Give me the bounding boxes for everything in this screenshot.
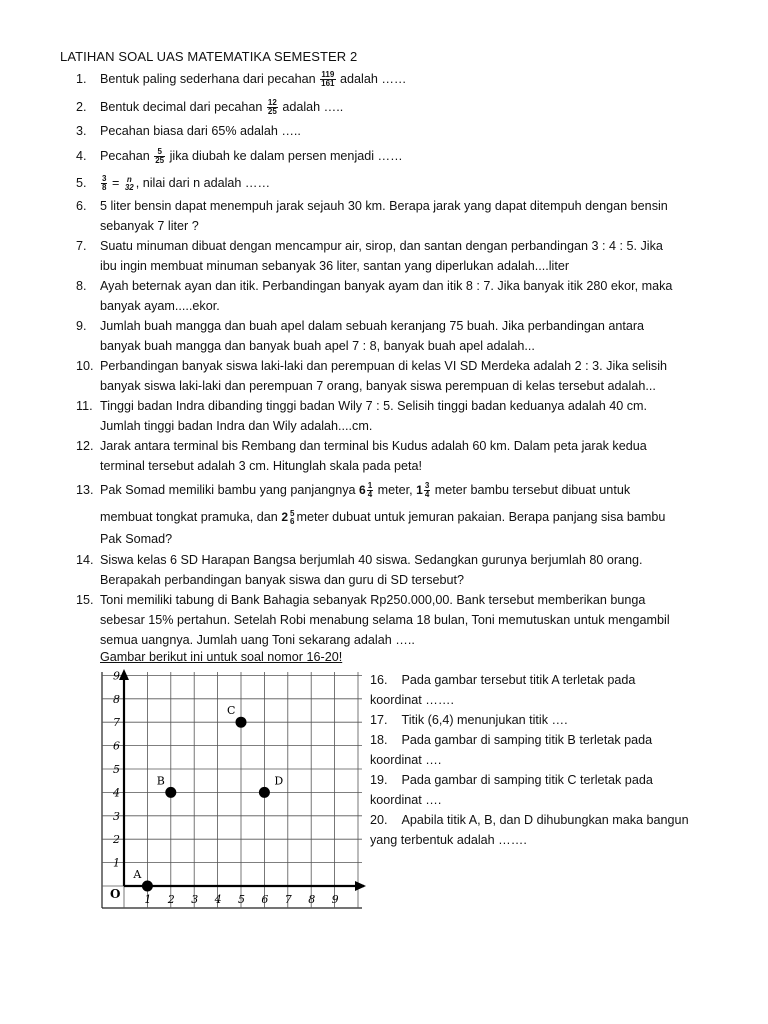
question-text: Pada gambar tersebut titik A terletak pada bbox=[401, 673, 636, 687]
question-text: Pada gambar di samping titik C terletak pada bbox=[401, 773, 653, 787]
question-text: Perbandingan banyak siswa laki-laki dan perempuan di kelas VI SD Merdeka adalah 2 : 3. Jika selisih bbox=[100, 359, 668, 373]
x-tick-label: 2 bbox=[167, 893, 175, 906]
question-text: semua uangnya. Jumlah uang Toni sekarang adalah ….. bbox=[100, 633, 415, 647]
origin-label: O bbox=[110, 887, 121, 901]
question-text: Pecahan bbox=[100, 149, 154, 163]
question-number: 19. bbox=[370, 773, 388, 787]
fraction: $\frac{5}{25}$ bbox=[155, 147, 165, 166]
question-text: banyak siswa laki-laki dan perempuan 7 orang, banyak siswa perempuan di kelas tersebut adalah... bbox=[100, 379, 656, 393]
question-number: 14. bbox=[76, 553, 94, 567]
question-text: terminal tersebut adalah 3 cm. Hitunglah skala pada peta! bbox=[100, 459, 423, 473]
question-text: sebesar 15% pertahun. Setelah Robi menabung selama 18 bulan, Toni memutuskan untuk mengambil bbox=[100, 613, 670, 627]
x-tick-label: 9 bbox=[331, 893, 339, 906]
y-tick-label: 6 bbox=[113, 739, 120, 753]
question-number: 11. bbox=[76, 399, 93, 413]
question-number: 16. bbox=[370, 673, 388, 687]
question-text: jika diubah ke dalam persen menjadi …… bbox=[166, 149, 403, 163]
question-text: adalah …… bbox=[336, 72, 407, 86]
y-axis-arrow bbox=[119, 669, 129, 680]
point-label-a: A bbox=[133, 868, 142, 881]
question-text: adalah ….. bbox=[278, 100, 344, 114]
x-tick-label: 6 bbox=[261, 893, 269, 906]
question-text: 5 liter bensin dapat menempuh jarak sejauh 30 km. Berapa jarak yang dapat ditempuh dengan bensin bbox=[100, 199, 668, 213]
x-axis-arrow bbox=[355, 881, 366, 891]
y-tick-label: 5 bbox=[113, 763, 120, 776]
x-tick-label: 7 bbox=[284, 893, 292, 906]
question-text: Siswa kelas 6 SD Harapan Bangsa berjumlah 40 siswa. Sedangkan gurunya berjumlah 80 orang. bbox=[100, 553, 643, 567]
fraction: $\frac{12}{25}$ bbox=[267, 98, 277, 117]
mixed-number: 1 $\frac{3}{4}$ bbox=[416, 481, 430, 500]
page-title: LATIHAN SOAL UAS MATEMATIKA SEMESTER 2 bbox=[60, 49, 358, 64]
question-number: 1. bbox=[76, 72, 87, 86]
question-number: 13. bbox=[76, 483, 94, 497]
point-c bbox=[236, 717, 247, 728]
y-tick-label: 9 bbox=[113, 669, 120, 683]
question-text: Jumlah tinggi badan Indra dan Wily adalah....cm. bbox=[100, 419, 373, 433]
point-a bbox=[142, 881, 153, 892]
question-text: koordinat ……. bbox=[370, 693, 454, 707]
fraction: n 32 bbox=[124, 174, 134, 192]
point-d bbox=[259, 787, 270, 798]
point-b bbox=[165, 787, 176, 798]
question-text: Jarak antara terminal bis Rembang dan terminal bis Kudus adalah 60 km. Dalam peta jarak kedua bbox=[100, 439, 647, 453]
fraction: $\frac{119}{161}$ bbox=[321, 70, 335, 89]
point-label-c: C bbox=[227, 704, 236, 718]
question-text: Bentuk paling sederhana dari pecahan bbox=[100, 72, 320, 86]
question-16 bbox=[370, 670, 635, 710]
question-18 bbox=[370, 730, 652, 770]
mixed-number: 6 $\frac{1}{4}$ bbox=[359, 481, 373, 500]
question-number: 2. bbox=[76, 100, 87, 114]
question-text: ibu ingin membuat minuman sebanyak 36 liter, santan yang diperlukan adalah....liter bbox=[100, 259, 570, 273]
y-tick-label: 2 bbox=[113, 833, 120, 847]
tick-labels bbox=[110, 669, 339, 906]
x-tick-label: 5 bbox=[238, 893, 245, 906]
question-number: 20. bbox=[370, 813, 388, 827]
question-text: membuat tongkat pramuka, dan bbox=[100, 510, 282, 524]
question-number: 17. bbox=[370, 713, 388, 727]
point-label-b: B bbox=[156, 774, 165, 788]
x-tick-label: 4 bbox=[214, 893, 222, 906]
question-text: Pecahan biasa dari 65% adalah ….. bbox=[100, 124, 301, 138]
x-tick-label: 8 bbox=[308, 893, 316, 906]
question-19 bbox=[370, 770, 653, 810]
grid-caption: Gambar berikut ini untuk soal nomor 16-20! bbox=[100, 650, 343, 664]
question-number: 9. bbox=[76, 319, 87, 333]
y-tick-label: 1 bbox=[113, 856, 120, 870]
question-text: Pak Somad memiliki bambu yang panjangnya bbox=[100, 483, 360, 497]
question-text: Pak Somad? bbox=[100, 532, 173, 546]
question-text: koordinat …. bbox=[370, 753, 442, 767]
question-number: 15. bbox=[76, 593, 94, 607]
question-number: 10. bbox=[76, 359, 94, 373]
question-text: Jumlah buah mangga dan buah apel dalam sebuah keranjang 75 buah. Jika perbandingan antara bbox=[100, 319, 645, 333]
question-number: 3. bbox=[76, 124, 87, 138]
question-17 bbox=[370, 710, 568, 730]
question-text: banyak buah mangga dan banyak buah apel 7 : 8, banyak buah apel adalah... bbox=[100, 339, 535, 353]
question-text: Ayah beternak ayan dan itik. Perbandingan banyak ayam dan itik 8 : 7. Jika banyak itik 280 ekor, maka bbox=[100, 279, 673, 293]
question-text: Titik (6,4) menunjukan titik …. bbox=[401, 713, 568, 727]
fraction: $\frac{3}{8}$ bbox=[102, 174, 107, 193]
x-tick-label: 1 bbox=[144, 893, 152, 906]
point-label-d: D bbox=[274, 774, 284, 788]
question-text: Berapakah perbandingan banyak siswa dan guru di SD tersebut? bbox=[100, 573, 465, 587]
y-tick-label: 3 bbox=[113, 809, 120, 823]
question-number: 8. bbox=[76, 279, 87, 293]
question-text: Bentuk decimal dari pecahan bbox=[100, 100, 266, 114]
question-text: Apabila titik A, B, dan D dihubungkan maka bangun bbox=[401, 813, 689, 827]
question-text: , nilai dari n adalah …… bbox=[135, 176, 271, 190]
question-text: koordinat …. bbox=[370, 793, 442, 807]
y-tick-label: 4 bbox=[113, 786, 120, 800]
question-number: 12. bbox=[76, 439, 94, 453]
question-text: Toni memiliki tabung di Bank Bahagia sebanyak Rp250.000,00. Bank tersebut memberikan bunga bbox=[100, 593, 646, 607]
question-text: yang terbentuk adalah ……. bbox=[370, 833, 527, 847]
question-text: Pada gambar di samping titik B terletak pada bbox=[401, 733, 653, 747]
mixed-number: 2 5 6 bbox=[281, 508, 295, 526]
y-tick-label: 7 bbox=[113, 716, 120, 730]
question-number: 4. bbox=[76, 149, 87, 163]
question-text: sebanyak 7 liter ? bbox=[100, 219, 199, 233]
question-number: 18. bbox=[370, 733, 388, 747]
question-number: 7. bbox=[76, 239, 87, 253]
question-number: 5. bbox=[76, 176, 87, 190]
coordinate-grid bbox=[96, 668, 368, 914]
y-tick-label: 8 bbox=[113, 692, 120, 706]
points bbox=[132, 704, 283, 891]
worksheet-page: LATIHAN SOAL UAS MATEMATIKA SEMESTER 2 1. Bentuk paling sederhana dari pecahan $\frac{119}{161}$ adalah …… 2. Bentuk decimal dari pecahan $\frac{12}{25}$ adalah ….. 3. Pecahan biasa dari 65% adalah ….. 4. Pecahan $\frac{5}{25}$ jika diubah ke dalam persen menjadi …… 5. $\frac{3}{8}$ = n 32 , nilai dari n adalah …… 6. 5 liter bensin dapat menempuh jarak sejauh 30 km. Berapa jarak yang dapat ditempuh dengan bensin sebanyak 7 liter ? 7. Suatu minuman dibuat dengan mencampur air, sirop, dan santan dengan perbandingan 3 : 4 : 5. Jika ibu ingin membuat minuman sebanyak 36 liter, santan yang diperlukan adalah....liter 8. Ayah beternak ayan dan itik. Perbandingan banyak ayam dan itik 8 : 7. Jika banyak itik 280 ekor, maka banyak ayam.....ekor. 9. Jumlah buah mangga dan buah apel dalam sebuah keranjang 75 buah. Jika perbandingan antara banyak buah mangga dan banyak buah apel 7 : 8, banyak buah apel adalah... 10. Perbandingan banyak siswa laki-laki dan perempuan di kelas VI SD Merdeka adalah 2 : 3. Jika selisih banyak siswa laki-laki dan perempuan 7 orang, banyak siswa perempuan di kelas tersebut adalah... 11. Tinggi badan Indra dibanding tinggi badan Wily 7 : 5. Selisih tinggi badan keduanya adalah 40 cm. Jumlah tinggi badan Indra dan Wily adalah....cm. 12. Jarak antara terminal bis Rembang dan terminal bis Kudus adalah 60 km. Dalam peta jarak kedua terminal tersebut adalah 3 cm. Hitunglah skala pada peta! 13. Pak Somad memiliki bambu yang panjangnya 6 $\frac{1}{4}$ meter, 1 $\frac{3}{4}$ meter bambu tersebut dibuat untuk membuat tongkat pramuka, dan 2 5 6 meter dubuat untuk jemuran pakaian. Berapa panjang sisa bambu Pak Somad? 14. Siswa kelas 6 SD Harapan Bangsa berjumlah 40 siswa. Sedangkan gurunya berjumlah 80 orang. Berapakah perbandingan banyak siswa dan guru di SD tersebut? 15. Toni memiliki tabung di Bank Bahagia sebanyak Rp250.000,00. Bank tersebut memberikan bunga sebesar 15% pertahun. Setelah Robi menabung selama 18 bulan, Toni memutuskan untuk mengambil semua uangnya. Jumlah uang Toni sekarang adalah ….. Gambar berikut ini untuk soal nomor 16-20! O 1 2 3 4 5 6 7 8 9 1 2 3 4 5 6 7 8 9 A B C D 16. Pada gambar tersebut titik A terletak pada koordinat ……. 17. Titik (6,4) menunjukan titik …. 18. Pada gambar di samping titik B terletak pada koordinat …. 19. Pada gambar di samping titik C terletak pada koordinat …. 20. Apabila titik A, B, dan D dihubungkan maka bangun yang terbentuk adalah ……. bbox=[0, 0, 768, 1024]
question-text: banyak ayam.....ekor. bbox=[100, 299, 220, 313]
question-text: Suatu minuman dibuat dengan mencampur air, sirop, dan santan dengan perbandingan 3 : 4 : 5. Jika bbox=[100, 239, 663, 253]
question-20 bbox=[370, 810, 689, 850]
question-text: Tinggi badan Indra dibanding tinggi badan Wily 7 : 5. Selisih tinggi badan keduanya adalah 40 cm. bbox=[100, 399, 648, 413]
question-number: 6. bbox=[76, 199, 87, 213]
x-tick-label: 3 bbox=[191, 893, 199, 906]
